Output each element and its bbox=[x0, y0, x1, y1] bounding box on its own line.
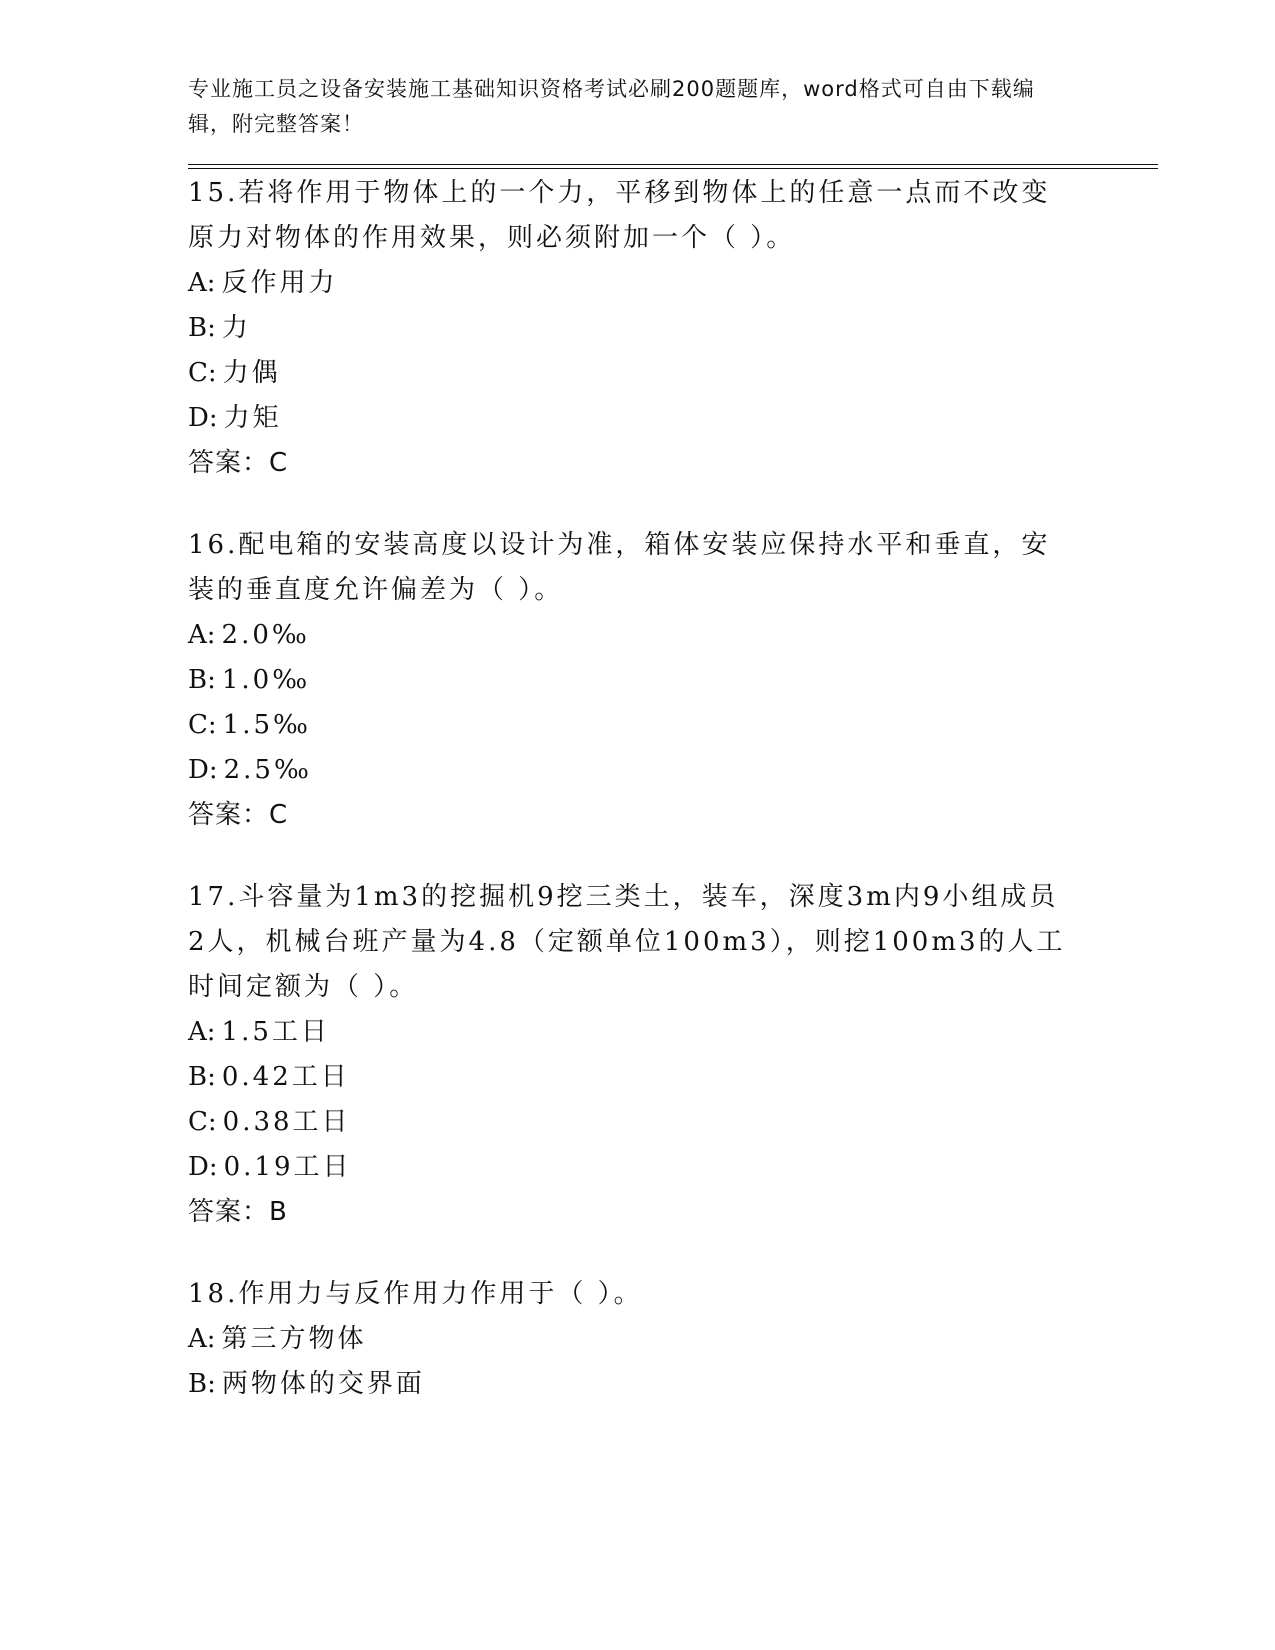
option-d bbox=[188, 396, 1158, 441]
option-text: 力 bbox=[221, 313, 251, 343]
answer-line: 答案：C bbox=[188, 800, 289, 830]
question-15 bbox=[188, 171, 1158, 486]
option-text: 0.42工日 bbox=[221, 1062, 350, 1092]
option-letter: B: bbox=[188, 313, 216, 343]
option-letter: A: bbox=[188, 268, 216, 298]
option-a bbox=[188, 1317, 1158, 1362]
question-17 bbox=[188, 875, 1158, 1235]
option-b bbox=[188, 1055, 1158, 1100]
option-text: 1.5工日 bbox=[221, 1017, 330, 1047]
option-text: 2.5‰ bbox=[223, 755, 312, 785]
option-letter: D: bbox=[188, 1152, 218, 1182]
option-c bbox=[188, 351, 1158, 396]
answer-line: 答案：C bbox=[188, 448, 289, 478]
question-text: 15.若将作用于物体上的一个力，平移到物体上的任意一点而不改变原力对物体的作用效果，则必须附加一个（ ）。 bbox=[188, 178, 1051, 253]
option-text: 1.0‰ bbox=[221, 665, 311, 695]
option-text: 反作用力 bbox=[221, 268, 338, 298]
option-letter: B: bbox=[188, 1062, 216, 1092]
option-letter: A: bbox=[188, 1324, 216, 1354]
option-text: 0.38工日 bbox=[222, 1107, 351, 1137]
document-page bbox=[188, 72, 1158, 1444]
option-letter: B: bbox=[188, 1369, 216, 1399]
option-letter: A: bbox=[188, 620, 216, 650]
option-text: 第三方物体 bbox=[221, 1324, 367, 1354]
question-text: 18.作用力与反作用力作用于（ ）。 bbox=[188, 1279, 643, 1309]
option-c bbox=[188, 1100, 1158, 1145]
option-letter: D: bbox=[188, 755, 218, 785]
document-title: 专业施工员之设备安装施工基础知识资格考试必刷200题题库，word格式可自由下载编辑，附完整答案！ bbox=[188, 77, 1035, 136]
option-text: 力偶 bbox=[222, 358, 281, 388]
option-d bbox=[188, 1145, 1158, 1190]
option-c bbox=[188, 703, 1158, 748]
option-a bbox=[188, 1010, 1158, 1055]
option-letter: C: bbox=[188, 358, 217, 388]
question-list bbox=[188, 171, 1158, 1407]
option-text: 1.5‰ bbox=[222, 710, 311, 740]
option-b bbox=[188, 658, 1158, 703]
question-18 bbox=[188, 1272, 1158, 1407]
answer-line: 答案：B bbox=[188, 1197, 288, 1227]
option-letter: A: bbox=[188, 1017, 216, 1047]
option-b bbox=[188, 306, 1158, 351]
option-a bbox=[188, 261, 1158, 306]
option-letter: D: bbox=[188, 403, 218, 433]
double-rule-divider bbox=[188, 164, 1158, 165]
option-letter: C: bbox=[188, 710, 217, 740]
question-text: 17.斗容量为1m3的挖掘机9挖三类土，装车，深度3m内9小组成员2人，机械台班产量为4.8（定额单位100m3），则挖100m3的人工时间定额为（ ）。 bbox=[188, 882, 1066, 1002]
option-b bbox=[188, 1362, 1158, 1407]
option-a bbox=[188, 613, 1158, 658]
option-d bbox=[188, 748, 1158, 793]
option-letter: B: bbox=[188, 665, 216, 695]
option-text: 力矩 bbox=[223, 403, 282, 433]
option-text: 0.19工日 bbox=[223, 1152, 352, 1182]
question-16 bbox=[188, 523, 1158, 838]
question-text: 16.配电箱的安装高度以设计为准，箱体安装应保持水平和垂直，安装的垂直度允许偏差为（ ）。 bbox=[188, 530, 1051, 605]
option-text: 两物体的交界面 bbox=[221, 1369, 425, 1399]
option-letter: C: bbox=[188, 1107, 217, 1137]
option-text: 2.0‰ bbox=[221, 620, 310, 650]
